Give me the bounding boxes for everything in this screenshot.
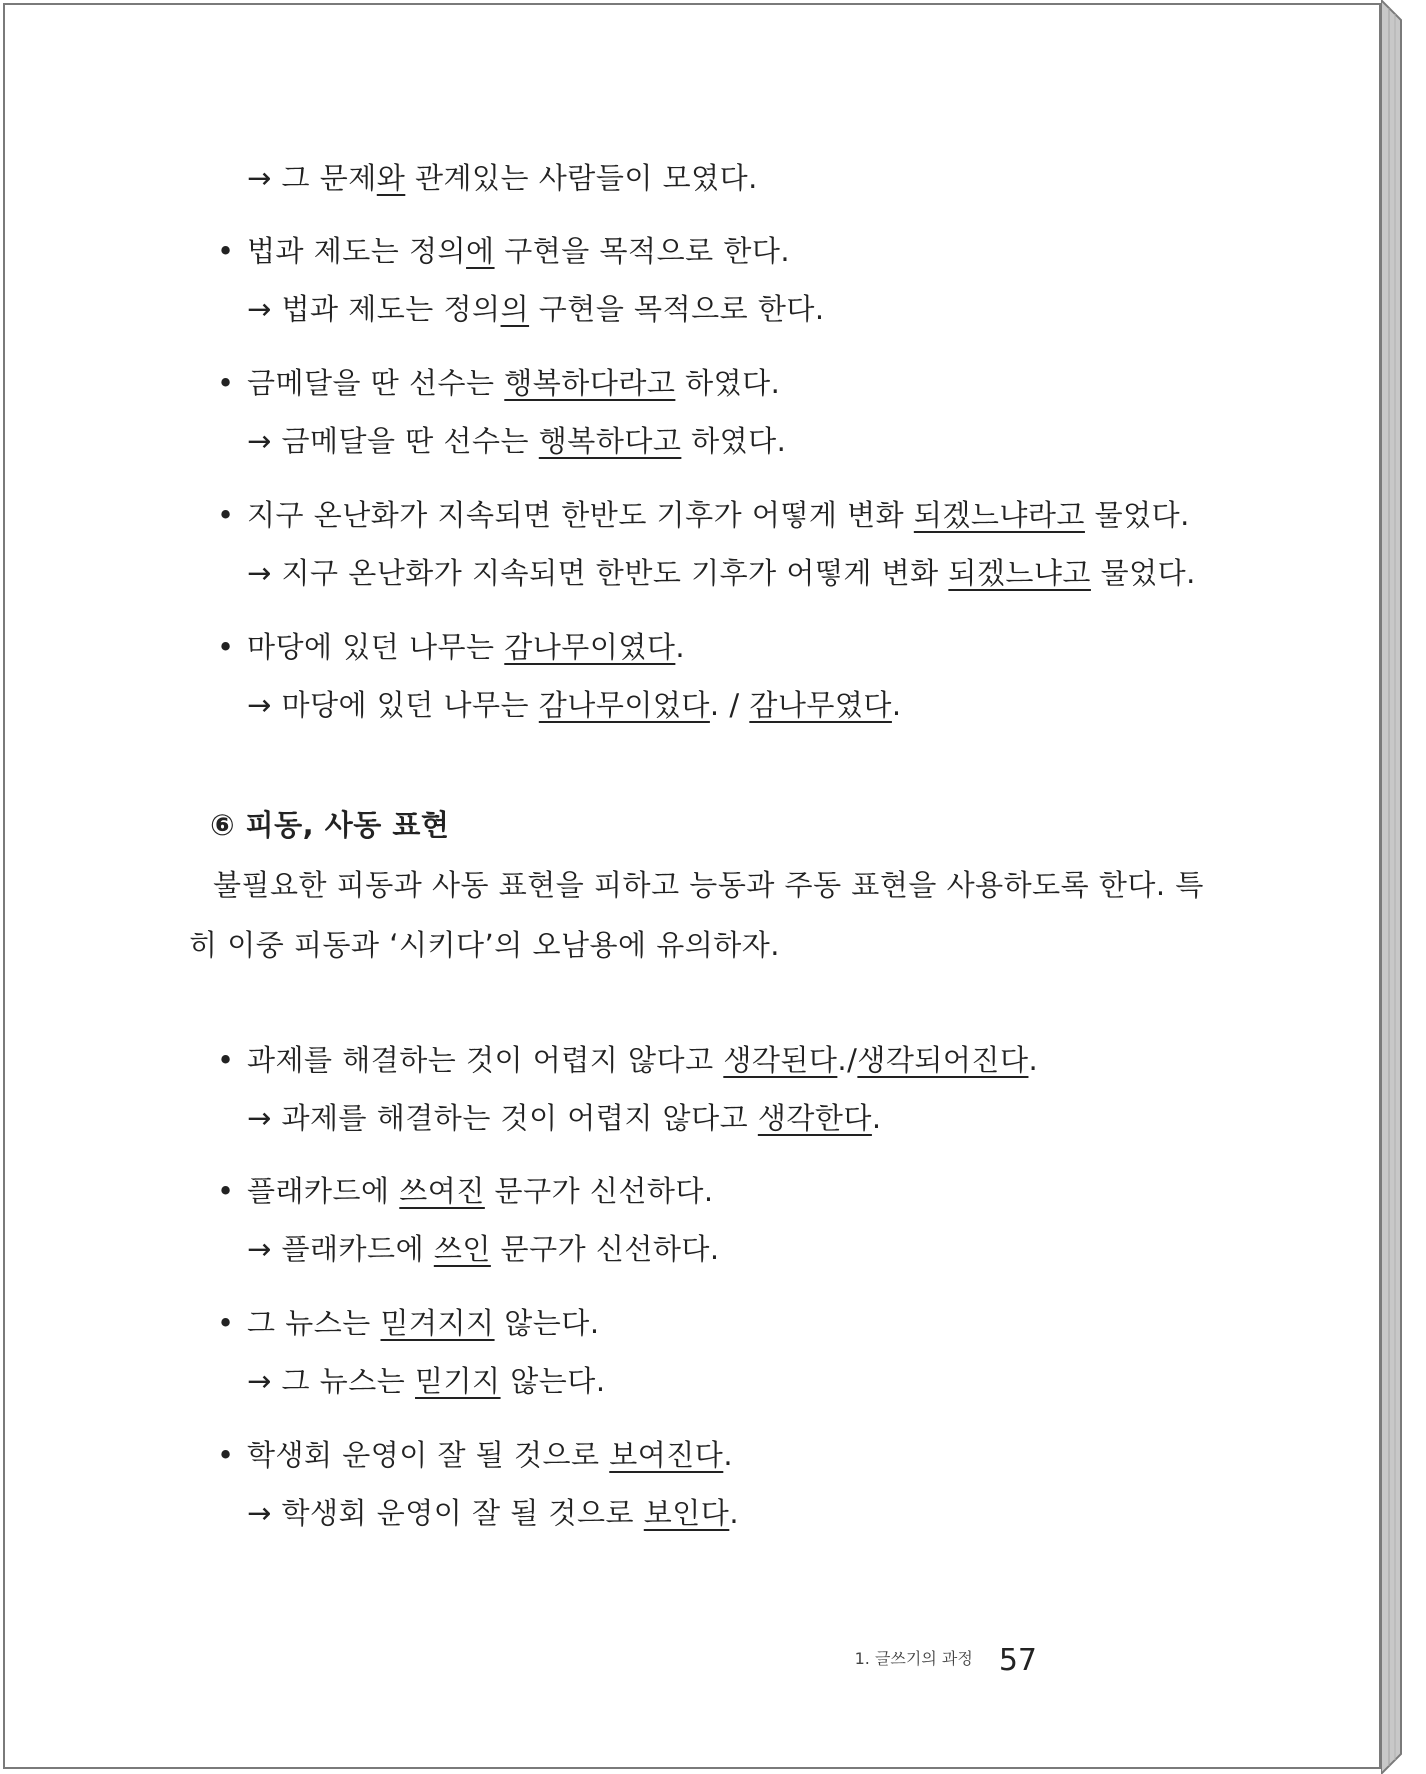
example-text: 금메달을 딴 선수는: [247, 366, 505, 400]
bullet-icon: •: [217, 1174, 235, 1208]
example-text: → 금메달을 딴 선수는: [247, 424, 539, 458]
underlined-term: 에: [466, 234, 495, 268]
underlined-term: 생각되어진다: [857, 1043, 1029, 1077]
underlined-term: 생각한다: [757, 1101, 872, 1135]
section-heading: ⑥ 피동, 사동 표현: [210, 808, 450, 842]
example-text: → 과제를 해결하는 것이 어렵지 않다고: [247, 1101, 758, 1135]
example-text: 문구가 신선하다.: [490, 1232, 720, 1266]
example-text: 않는다.: [500, 1364, 606, 1398]
example-text: 과제를 해결하는 것이 어렵지 않다고: [247, 1043, 724, 1077]
example-correction: [247, 1495, 739, 1531]
example-text: .: [871, 1101, 882, 1135]
underlined-term: 감나무이였다: [504, 630, 676, 664]
bullet-icon: •: [217, 234, 235, 268]
example-text: 학생회 운영이 잘 될 것으로: [247, 1438, 610, 1472]
example-wrong: [217, 629, 685, 665]
example-text: 관계있는 사람들이 모였다.: [405, 161, 758, 195]
example-text: .: [1028, 1043, 1039, 1077]
underlined-term: 되겠느냐라고: [913, 498, 1085, 532]
underlined-term: 행복하다라고: [504, 366, 676, 400]
example-text: . /: [709, 688, 750, 722]
example-correction: [247, 423, 786, 459]
underlined-term: 행복하다고: [538, 424, 682, 458]
example-wrong: [217, 497, 1190, 533]
example-text: 물었다.: [1084, 498, 1190, 532]
example-text: → 플래카드에: [247, 1232, 434, 1266]
example-wrong: [217, 1173, 714, 1209]
underlined-term: 믿겨지지: [380, 1306, 495, 1340]
example-text: 물었다.: [1090, 556, 1196, 590]
bullet-icon: •: [217, 1438, 235, 1472]
example-text: .: [723, 1438, 734, 1472]
example-text: .: [729, 1496, 740, 1530]
example-correction: [247, 1231, 720, 1267]
bullet-icon: •: [217, 1043, 235, 1077]
example-text: → 그 문제: [247, 161, 377, 195]
example-text: 구현을 목적으로 한다.: [529, 292, 825, 326]
example-text: 하였다.: [675, 366, 781, 400]
underlined-term: 보여진다: [609, 1438, 724, 1472]
underlined-term: 감나무였다: [749, 688, 892, 722]
page-footer: [855, 1643, 1037, 1678]
example-correction: [247, 1363, 606, 1399]
example-wrong: [217, 365, 780, 401]
page-number: 57: [998, 1643, 1037, 1678]
underlined-term: 믿기지: [415, 1364, 501, 1398]
example-correction: [247, 687, 902, 723]
example-text: → 지구 온난화가 지속되면 한반도 기후가 어떻게 변화: [247, 556, 949, 590]
book-spine-edge: [1381, 0, 1421, 1774]
example-text: → 마당에 있던 나무는: [247, 688, 539, 722]
example-text: 법과 제도는 정의: [247, 234, 467, 268]
example-text: → 법과 제도는 정의: [247, 292, 501, 326]
underlined-term: 와: [376, 161, 406, 195]
chapter-label: 1. 글쓰기의 과정: [854, 1649, 973, 1668]
underlined-term: 되겠느냐고: [948, 556, 1091, 590]
book-page: [3, 3, 1381, 1769]
example-text: 하였다.: [681, 424, 787, 458]
example-text: 지구 온난화가 지속되면 한반도 기후가 어떻게 변화: [247, 498, 914, 532]
example-wrong: [217, 1437, 733, 1473]
example-text: 문구가 신선하다.: [484, 1174, 714, 1208]
example-correction: [247, 1100, 882, 1136]
example-correction: [247, 291, 825, 327]
example-wrong: [217, 1042, 1038, 1078]
underlined-term: 의: [500, 292, 530, 326]
section-body-line-1: 불필요한 피동과 사동 표현을 피하고 능동과 주동 표현을 사용하도록 한다. 특: [213, 868, 1204, 902]
example-wrong: [217, 1305, 600, 1341]
example-wrong: [217, 233, 790, 269]
bullet-icon: •: [217, 366, 235, 400]
example-text: .: [675, 630, 686, 664]
example-text: 마당에 있던 나무는: [247, 630, 505, 664]
example-text: 않는다.: [494, 1306, 600, 1340]
underlined-term: 생각된다: [723, 1043, 838, 1077]
example-text: 구현을 목적으로 한다.: [494, 234, 791, 268]
example-text: 플래카드에: [247, 1174, 400, 1208]
underlined-term: 쓰여진: [399, 1174, 485, 1208]
bullet-icon: •: [217, 630, 235, 664]
section-body-line-2: 히 이중 피동과 ‘시키다’의 오남용에 유의하자.: [189, 928, 780, 962]
example-text: .: [891, 688, 902, 722]
example-text: ./: [837, 1043, 858, 1077]
underlined-term: 감나무이었다: [538, 688, 710, 722]
underlined-term: 쓰인: [433, 1232, 491, 1266]
underlined-term: 보인다: [643, 1496, 730, 1530]
example-correction: [247, 160, 758, 196]
example-text: 그 뉴스는: [247, 1306, 381, 1340]
example-text: → 그 뉴스는: [247, 1364, 416, 1398]
bullet-icon: •: [217, 498, 235, 532]
example-correction: [247, 555, 1196, 591]
bullet-icon: •: [217, 1306, 235, 1340]
example-text: → 학생회 운영이 잘 될 것으로: [247, 1496, 644, 1530]
